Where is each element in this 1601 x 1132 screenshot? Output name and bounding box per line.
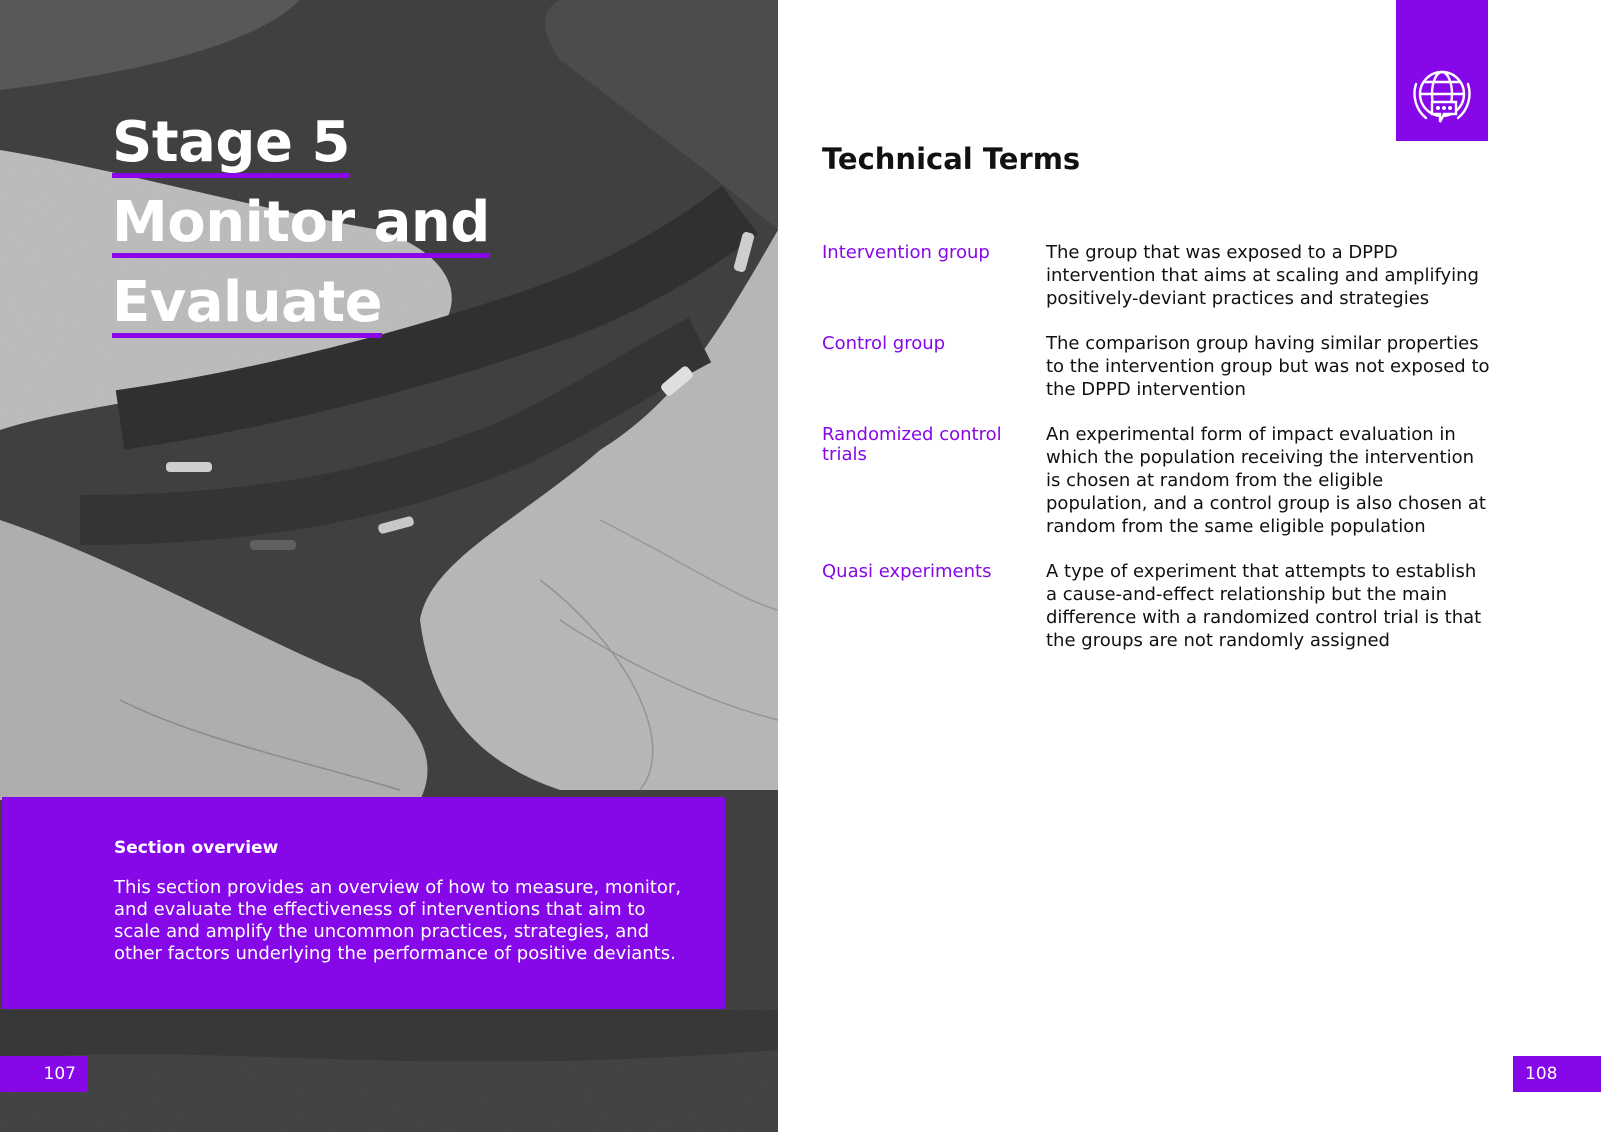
title-line-2: Monitor and (112, 193, 490, 258)
technical-terms-title: Technical Terms (822, 142, 1081, 176)
page-number-left: 107 (0, 1056, 88, 1092)
term-row (822, 332, 1490, 401)
term-row (822, 241, 1490, 310)
section-tab (1396, 0, 1488, 141)
term-name: Control group (822, 333, 946, 354)
overview-heading: Section overview (114, 838, 279, 858)
term-definition: A type of experiment that attempts to establish a cause-and-effect relationship but the main difference with a randomized control trial is that the groups are not randomly assigned (1046, 561, 1482, 651)
term-row (822, 560, 1490, 652)
title-line-1: Stage 5 (112, 113, 350, 178)
term-name: Quasi experiments (822, 561, 992, 582)
title-line-3: Evaluate (112, 273, 382, 338)
globe-chat-icon (1410, 66, 1474, 126)
section-overview-box (2, 797, 725, 1009)
left-page (0, 0, 778, 1132)
term-name: Randomized control trials (822, 424, 1002, 465)
terms-list (822, 241, 1490, 674)
right-page (778, 0, 1601, 1132)
overview-text: This section provides an overview of how to measure, monitor, and evaluate the effectiveness of interventions that aim to scale and amplify the uncommon practices, strategies, and other factors underlying the performance of positive deviants. (114, 877, 682, 964)
page-number-right: 108 (1513, 1056, 1601, 1092)
term-definition: The group that was exposed to a DPPD intervention that aims at scaling and amplifying positively-deviant practices and strategies (1046, 242, 1479, 309)
section-title (112, 108, 490, 348)
term-name: Intervention group (822, 242, 990, 263)
term-definition: The comparison group having similar properties to the intervention group but was not exposed to the DPPD intervention (1046, 333, 1490, 400)
term-row (822, 423, 1490, 538)
term-definition: An experimental form of impact evaluation in which the population receiving the intervention is chosen at random from the eligible population, and a control group is also chosen at random from the same eligible population (1046, 424, 1486, 537)
